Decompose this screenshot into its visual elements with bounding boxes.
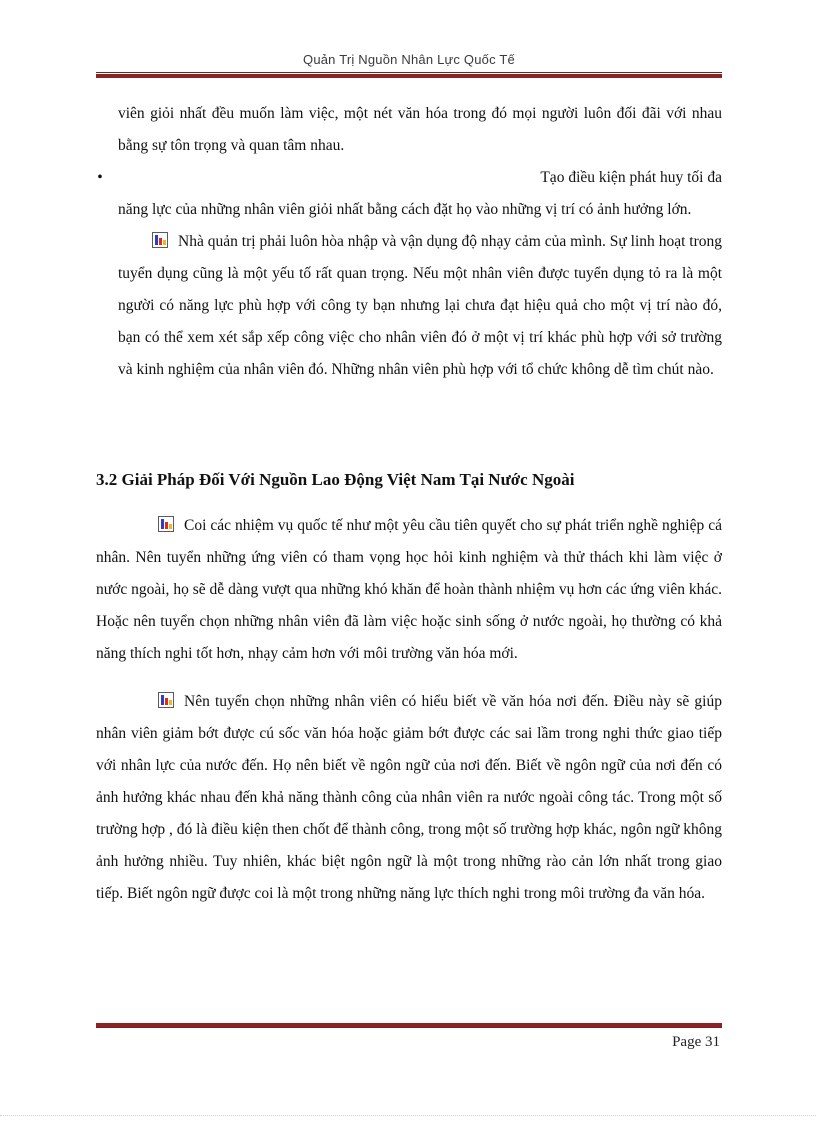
body-upper [97,98,722,386]
bullet-lead-text: Tạo điều kiện phát huy tối đa [540,169,722,186]
header-rule-thin [96,72,722,73]
header-rule-thick [96,74,722,78]
paragraph-international-tasks-text: Coi các nhiệm vụ quốc tế như một yêu cầu tiên quyết cho sự phát triển nghề nghiệp cá nhân. Nên tuyển những ứng viên có tham vọng học hỏi kinh nghiệm và thử thách khi làm việc ở nước ngoài, họ sẽ dễ dàng vượt qua những khó khăn để hoàn thành nhiệm vụ hơn các ứng viên khác. Hoặc nên tuyển chọn những nhân viên đã làm việc hoặc sinh sống ở nước ngoài, họ thường có khả năng thích nghi tốt hơn, nhạy cảm hơn với môi trường văn hóa mới. [96,517,722,662]
bullet-item-first-line [97,162,722,194]
paragraph-culture-knowledge [96,686,722,910]
paragraph-international-tasks [96,510,722,670]
paragraph-manager [118,226,722,386]
page-bottom-edge [0,1115,816,1116]
page-number: Page 31 [672,1034,720,1050]
paragraph-manager-text: Nhà quản trị phải luôn hòa nhập và vận dụng độ nhạy cảm của mình. Sự linh hoạt trong tuyển dụng cũng là một yếu tố rất quan trọng. Nếu một nhân viên được tuyển dụng tỏ ra là một người có năng lực phù hợp với công ty bạn nhưng lại chưa đạt hiệu quả cho một vị trí nào đó, bạn có thể xem xét sắp xếp công việc cho nhân viên đó ở một vị trí khác phù hợp với sở trường và kinh nghiệm của nhân viên đó. Những nhân viên phù hợp với tổ chức không dễ tìm chút nào. [118,233,722,378]
section-heading: 3.2 Giải Pháp Đối Với Nguồn Lao Động Việt Nam Tại Nước Ngoài [96,470,575,489]
paragraph-continuation: viên giỏi nhất đều muốn làm việc, một nét văn hóa trong đó mọi người luôn đối đãi với nhau bằng sự tôn trọng và quan tâm nhau. [118,105,722,154]
footer-rule-thin [96,1027,722,1028]
bullet-item-rest: năng lực của những nhân viên giỏi nhất bằng cách đặt họ vào những vị trí có ảnh hưởng lớn. [118,201,692,218]
bullet-icon: • [97,169,103,186]
document-chart-icon [158,692,174,708]
body-lower [96,510,722,910]
footer-rule [96,1022,722,1028]
paragraph-culture-knowledge-text: Nên tuyển chọn những nhân viên có hiểu biết về văn hóa nơi đến. Điều này sẽ giúp nhân viên giảm bớt được cú sốc văn hóa hoặc giảm bớt được các sai lầm trong nghi thức giao tiếp với nhân lực của nước đến. Họ nên biết về ngôn ngữ của nơi đến. Biết về ngôn ngữ của nơi đến có ảnh hưởng khác nhau đến khả năng thành công của nhân viên ra nước ngoài công tác. Trong một số trường hợp , đó là điều kiện then chốt để thành công, trong một số trường hợp khác, ngôn ngữ không ảnh hưởng nhiều. Tuy nhiên, khác biệt ngôn ngữ là một trong những rào cản lớn nhất trong giao tiếp. Biết ngôn ngữ được coi là một trong những năng lực thích nghi trong môi trường đa văn hóa. [96,693,722,902]
page-header-title: Quản Trị Nguồn Nhân Lực Quốc Tế [303,52,515,67]
header-rule [96,72,722,78]
document-chart-icon [158,516,174,532]
document-chart-icon [152,232,168,248]
